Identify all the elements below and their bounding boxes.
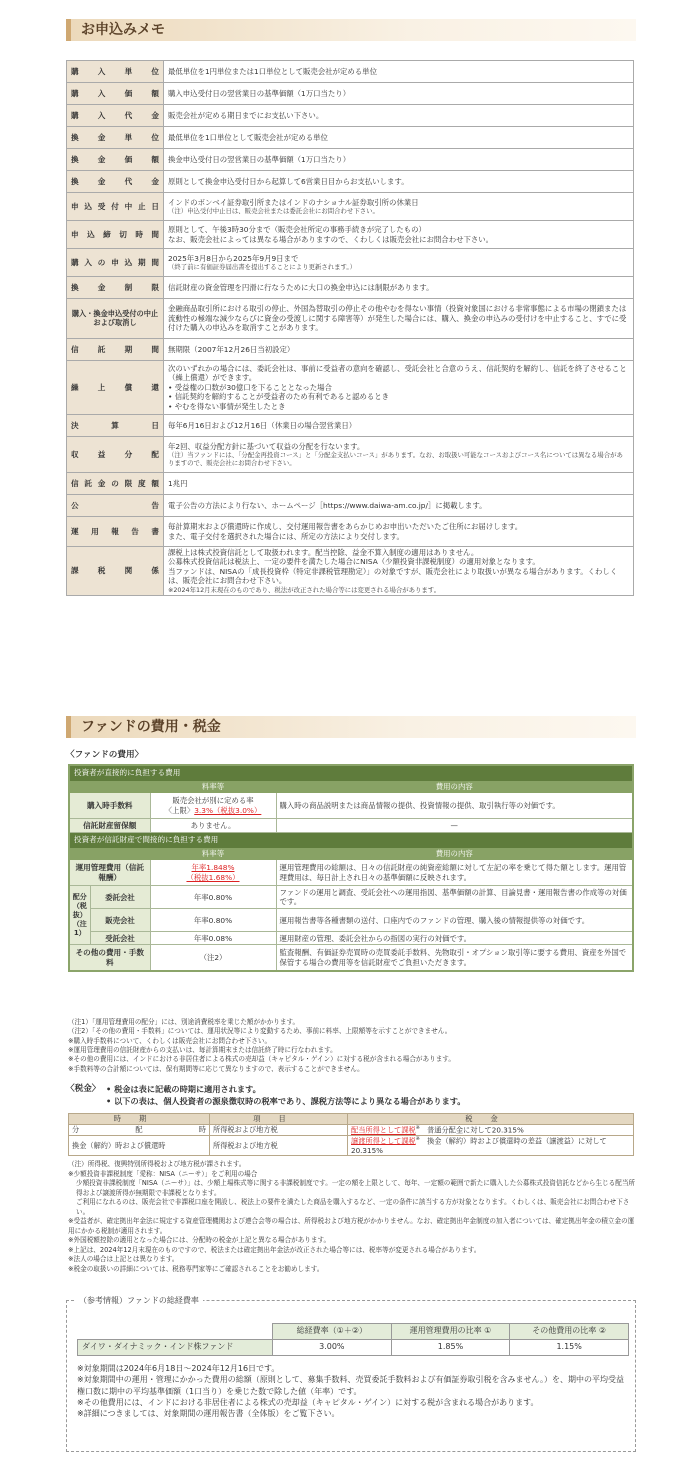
memo-row (67, 517, 634, 547)
ref-header: 運用管理費用の比率 ① (391, 1324, 510, 1340)
memo-value: インドのボンベイ証券取引所またはインドのナショナル証券取引所の休業日 （注）申込受付中止日は、販売会社または委託会社にお問合わせ下さい。 (164, 193, 634, 221)
alloc-label: 販売会社 (90, 909, 150, 932)
memo-row (67, 437, 634, 473)
memo-label: 購入価額 (67, 83, 164, 105)
tax-item: 所得税および地方税 (210, 1125, 348, 1136)
memo-row (67, 249, 634, 277)
memo-value: 信託財産の資金管理を円滑に行なうために大口の換金申込には制限があります。 (164, 277, 634, 299)
other-ratio: 1.15% (510, 1340, 629, 1356)
header-rate: 料率等 (150, 780, 276, 792)
tax-table (68, 1113, 634, 1156)
alloc-rate: 年率0.80% (150, 886, 276, 909)
memo-value: 原則として換金申込受付日から起算して6営業日目からお支払いします。 (164, 171, 634, 193)
ref-header: その他費用の比率 ② (510, 1324, 629, 1340)
memo-table (66, 60, 634, 596)
fee-label: 信託財産留保額 (69, 819, 150, 833)
alloc-label: 委託会社 (90, 886, 150, 909)
memo-row (67, 361, 634, 415)
header-rate: 料率等 (150, 847, 276, 859)
memo-label: 購入単位 (67, 61, 164, 83)
tax-period: 換金（解約）時および償還時 (69, 1136, 210, 1156)
memo-row (67, 277, 634, 299)
memo-value: 無期限（2007年12月26日当初設定） (164, 339, 634, 361)
memo-row (67, 61, 634, 83)
memo-label: 換金単位 (67, 127, 164, 149)
fee-label: 購入時手数料 (69, 793, 150, 819)
memo-row (67, 339, 634, 361)
tax-header: 税金 (348, 1114, 634, 1125)
memo-label: 信託金の限度額 (67, 473, 164, 495)
memo-label: 購入・換金申込受付の中止および取消し (67, 299, 164, 339)
alloc-label: 受託会社 (90, 932, 150, 945)
fee-label: その他の費用・手数料 (69, 945, 150, 971)
memo-value: 換金申込受付日の翌営業日の基準価額（1万口当たり） (164, 149, 634, 171)
section-title: お申込みメモ (81, 22, 165, 38)
mgmt-ratio: 1.85% (391, 1340, 510, 1356)
alloc-content: 運用報告書等各種書類の送付、口座内でのファンドの管理、購入後の情報提供等の対価です。 (276, 909, 633, 932)
fee-rate: ありません。 (150, 819, 276, 833)
section-header-fees (66, 716, 636, 738)
reference-title: （参考情報）ファンドの総経費率 (75, 1296, 203, 1306)
memo-value: 電子公告の方法により行ない、ホームページ［https://www.daiwa-am.co.jp/］に掲載します。 (164, 495, 634, 517)
memo-label: 収益分配 (67, 437, 164, 473)
memo-value: 1兆円 (164, 473, 634, 495)
memo-row (67, 415, 634, 437)
memo-row (67, 495, 634, 517)
tax-label: 〈税金〉 (66, 1084, 101, 1094)
memo-value: 毎計算期末および償還時に作成し、交付運用報告書をあらかじめお申出いただいたご住所にお届けします。 また、電子交付を選択された場合には、所定の方法により交付します。 (164, 517, 634, 547)
memo-row (67, 149, 634, 171)
memo-label: 購入の申込期間 (67, 249, 164, 277)
fees-subtitle: 〈ファンドの費用〉 (66, 750, 144, 760)
memo-value: 購入申込受付日の翌営業日の基準価額（1万口当たり） (164, 83, 634, 105)
fund-name: ダイワ・ダイナミック・インド株ファンド (78, 1340, 273, 1356)
memo-label: 申込受付中止日 (67, 193, 164, 221)
tax-content: 譲渡所得として課税※ 換金（解約）時および償還時の差益（譲渡益）に対して20.315% (348, 1136, 634, 1156)
memo-row (67, 221, 634, 249)
alloc-label: 配分（税抜）（注1） (69, 886, 90, 945)
memo-label: 換金価額 (67, 149, 164, 171)
fee-content: 監査報酬、有価証券売買時の売買委託手数料、先物取引・オプション取引等に要する費用、資産を外国で保管する場合の費用等を信託財産でご負担いただきます。 (276, 945, 633, 971)
memo-label: 運用報告書 (67, 517, 164, 547)
fee-rate: 年率1.848% （税抜1.68%） (150, 860, 276, 886)
memo-label: 信託期間 (67, 339, 164, 361)
tax-period: 分配時 (69, 1125, 210, 1136)
memo-value: 年2回、収益分配方針に基づいて収益の分配を行ないます。 （注）当ファンドには、「分配金再投資コース」と「分配金支払いコース」があります。なお、お取扱い可能なコースおよびコース名については異なる場合がありますので、販売会社にお問合わせ下さい。 (164, 437, 634, 473)
fee-content: 購入時の商品説明または商品情報の提供、投資情報の提供、取引執行等の対価です。 (276, 793, 633, 819)
fee-content: 運用管理費用の総額は、日々の信託財産の純資産総額に対して左記の率を乗じて得た額とします。運用管理費用は、毎日計上され日々の基準価額に反映されます。 (276, 860, 633, 886)
memo-row (67, 473, 634, 495)
memo-row (67, 83, 634, 105)
memo-value: 最低単位を1口単位として販売会社が定める単位 (164, 127, 634, 149)
fee-label: 運用管理費用（信託報酬） (69, 860, 150, 886)
group-indirect: 投資者が信託財産で間接的に負担する費用 (69, 833, 633, 848)
memo-row (67, 193, 634, 221)
memo-label: 繰上償還 (67, 361, 164, 415)
alloc-rate: 年率0.80% (150, 909, 276, 932)
memo-value: 2025年3月8日から2025年9月9日まで （終了前に有価証券届出書を提出することにより更新されます。） (164, 249, 634, 277)
memo-label: 購入代金 (67, 105, 164, 127)
memo-label: 申込締切時間 (67, 221, 164, 249)
memo-label: 決算日 (67, 415, 164, 437)
alloc-rate: 年率0.08% (150, 932, 276, 945)
tax-content: 配当所得として課税※ 普通分配金に対して20.315% (348, 1125, 634, 1136)
reference-box (66, 1296, 636, 1452)
tax-notes: （注）所得税、復興特別所得税および地方税が課されます。 ※少額投資非課税制度「愛称：NISA（ニーサ）」をご利用の場合 少額投資非課税制度「NISA（ニーサ）」は、少額上場株式等に関する非課税制度です。一定の額を上限として、毎年、一定額の範囲で新たに購入した公募株式投資信託などから生じる配当所得および譲渡所得が無期限で非課税となります。 ご利用になれるのは、販売会社で非課税口座を開設し、税法上の要件を満たした商品を購入するなど、一定の条件に該当する方が対象となります。くわしくは、販売会社にお問合わせ下さい。 ※受益者が、確定拠出年金法に規定する資産管理機関および連合会等の場合は、所得税および地方税がかかりません。なお、確定拠出年金制度の加入者については、確定拠出年金の積立金の運用にかかる税制が適用されます。 ※外国税額控除の適用となった場合には、分配時の税金が上記と異なる場合があります。 ※上記は、2024年12月末現在のものですので、税法または確定拠出年金法が改正された場合等には、税率等が変更される場合があります。 ※法人の場合は上記とは異なります。 ※税金の取扱いの詳細については、税務専門家等にご確認されることをお勧めします。 (68, 1160, 636, 1274)
memo-value: 毎年6月16日および12月16日（休業日の場合翌営業日） (164, 415, 634, 437)
fee-rate: （注2） (150, 945, 276, 971)
memo-value: 原則として、午後3時30分まで（販売会社所定の事務手続きが完了したもの） なお、販売会社によっては異なる場合がありますので、くわしくは販売会社にお問合わせ下さい。 (164, 221, 634, 249)
fee-table (68, 764, 634, 972)
header-content: 費用の内容 (276, 847, 633, 859)
ref-header (78, 1324, 273, 1340)
memo-label: 換金制限 (67, 277, 164, 299)
group-direct: 投資者が直接的に負担する費用 (69, 765, 633, 780)
fee-rate: 販売会社が別に定める率 〈上限〉3.3%（税抜3.0%） (150, 793, 276, 819)
memo-value: 課税上は株式投資信託として取扱われます。配当控除、益金不算入制度の適用はありません。 公募株式投資信託は税法上、一定の要件を満たした場合にNISA（少額投資非課税制度）の適用対象となります。 当ファンドは、NISAの「成長投資枠（特定非課税管理勘定）」の対象ですが、販売会社により取扱いが異なる場合があります。くわしくは、販売会社にお問合わせ下さい。 ※2024年12月末現在のものであり、税法が改正された場合等には変更される場合があります。 (164, 547, 634, 596)
memo-row (67, 171, 634, 193)
tax-header: 項目 (210, 1114, 348, 1125)
memo-label: 公告 (67, 495, 164, 517)
memo-label: 換金代金 (67, 171, 164, 193)
memo-value: 最低単位を1円単位または1口単位として販売会社が定める単位 (164, 61, 634, 83)
section-header-memo (66, 19, 636, 41)
tax-bullets: • 税金は表に記載の時期に適用されます。 • 以下の表は、個人投資者の源泉徴収時の税率であり、課税方法等により異なる場合があります。 (106, 1084, 466, 1106)
memo-row (67, 547, 634, 596)
reference-table (77, 1323, 629, 1356)
memo-row (67, 299, 634, 339)
memo-value: 金融商品取引所における取引の停止、外国為替取引の停止その他やむを得ない事情（投資対象国における非常事態による市場の閉鎖または流動性の極端な減少ならびに資金の受渡しに関する障害等）が発生した場合には、購入、換金の申込みの受付けを中止すること、すでに受付けた購入の申込みを取消すことがあります。 (164, 299, 634, 339)
reference-notes: ※対象期間は2024年6月18日～2024年12月16日です。 ※対象期間中の運用・管理にかかった費用の総額（原則として、募集手数料、売買委託手数料および有価証券取引税を含みません。）を、期中の平均受益権口数に期中の平均基準価額（1口当り）を乗じた数で除した値（年率）です。 ※その他費用には、インドにおける非居住者による株式の売却益（キャピタル・ゲイン）に対する税が含まれる場合があります。 ※詳細につきましては、対象期間の運用報告書（全体版）をご覧下さい。 (77, 1364, 625, 1419)
fee-notes: （注1）「運用管理費用の配分」には、別途消費税率を乗じた額がかかります。 （注2）「その他の費用・手数料」については、運用状況等により変動するため、事前に料率、上限額等を示すことができません。 ※購入時手数料について、くわしくは販売会社にお問合わせ下さい。 ※運用管理費用の信託財産からの支払いは、毎計算期末または信託終了時に行なわれます。 ※その他の費用には、インドにおける非居住者による株式の売却益（キャピタル・ゲイン）に対する税が含まれる場合があります。 ※手数料等の合計額については、保有期間等に応じて異なりますので、表示することができません。 (68, 1018, 455, 1073)
section-title: ファンドの費用・税金 (81, 719, 221, 735)
ref-header: 総経費率（①＋②） (273, 1324, 392, 1340)
alloc-content: 運用財産の管理、委託会社からの指図の実行の対価です。 (276, 932, 633, 945)
memo-label: 課税関係 (67, 547, 164, 596)
memo-value: 販売会社が定める期日までにお支払い下さい。 (164, 105, 634, 127)
tax-header: 時期 (69, 1114, 210, 1125)
fee-content: — (276, 819, 633, 833)
memo-value: 次のいずれかの場合には、委託会社は、事前に受益者の意向を確認し、受託会社と合意のうえ、信託契約を解約し、信託を終了させること（繰上償還）ができます。 • 受益権の口数が30億口を下ることとなった場合 • 信託契約を解約することが受益者のため有利であると認めるとき • やむを得ない事情が発生したとき (164, 361, 634, 415)
memo-row (67, 105, 634, 127)
tax-item: 所得税および地方税 (210, 1136, 348, 1156)
total-ratio: 3.00% (273, 1340, 392, 1356)
header-content: 費用の内容 (276, 780, 633, 792)
memo-row (67, 127, 634, 149)
alloc-content: ファンドの運用と調査、受託会社への運用指図、基準価額の計算、目論見書・運用報告書の作成等の対価です。 (276, 886, 633, 909)
